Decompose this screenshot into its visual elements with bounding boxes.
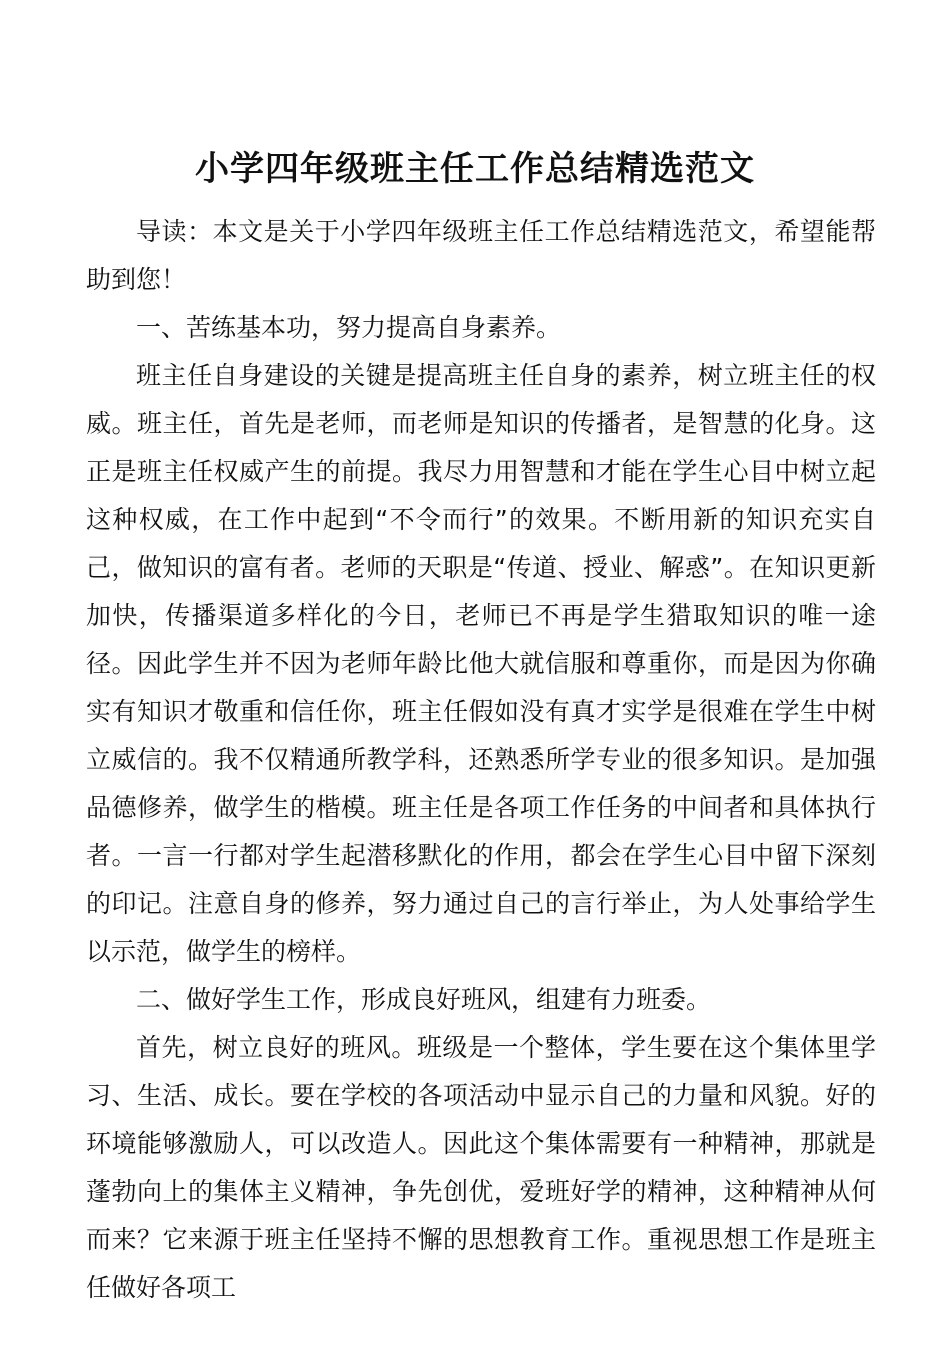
document-title: 小学四年级班主任工作总结精选范文 (195, 149, 755, 189)
document-body (86, 208, 876, 1312)
intro-paragraph: 导读：本文是关于小学四年级班主任工作总结精选范文，希望能帮助到您！ (86, 217, 876, 294)
body-paragraph-2: 首先，树立良好的班风。班级是一个整体，学生要在这个集体里学习、生活、成长。要在学校的各项活动中显示自己的力量和风貌。好的环境能够激励人，可以改造人。因此这个集体需要有一种精神，那就是蓬勃向上的集体主义精神，争先创优，爱班好学的精神，这种精神从何而来？它来源于班主任坚持不懈的思想教育工作。重视思想工作是班主任做好各项工 (86, 1033, 876, 1302)
section-heading-2: 二、做好学生工作，形成良好班风，组建有力班委。 (136, 985, 712, 1014)
body-paragraph-1: 班主任自身建设的关键是提高班主任自身的素养，树立班主任的权威。班主任，首先是老师，而老师是知识的传播者，是智慧的化身。这正是班主任权威产生的前提。我尽力用智慧和才能在学生心目中树立起这种权威，在工作中起到“不令而行”的效果。不断用新的知识充实自己，做知识的富有者。老师的天职是“传道、授业、解惑”。在知识更新加快，传播渠道多样化的今日，老师已不再是学生猎取知识的唯一途径。因此学生并不因为老师年龄比他大就信服和尊重你，而是因为你确实有知识才敬重和信任你，班主任假如没有真才实学是很难在学生中树立威信的。我不仅精通所教学科，还熟悉所学专业的很多知识。是加强品德修养，做学生的楷模。班主任是各项工作任务的中间者和具体执行者。一言一行都对学生起潜移默化的作用，都会在学生心目中留下深刻的印记。注意自身的修养，努力通过自己的言行举止，为人处事给学生以示范，做学生的榜样。 (86, 361, 876, 966)
section-heading-1: 一、苦练基本功，努力提高自身素养。 (136, 313, 562, 342)
